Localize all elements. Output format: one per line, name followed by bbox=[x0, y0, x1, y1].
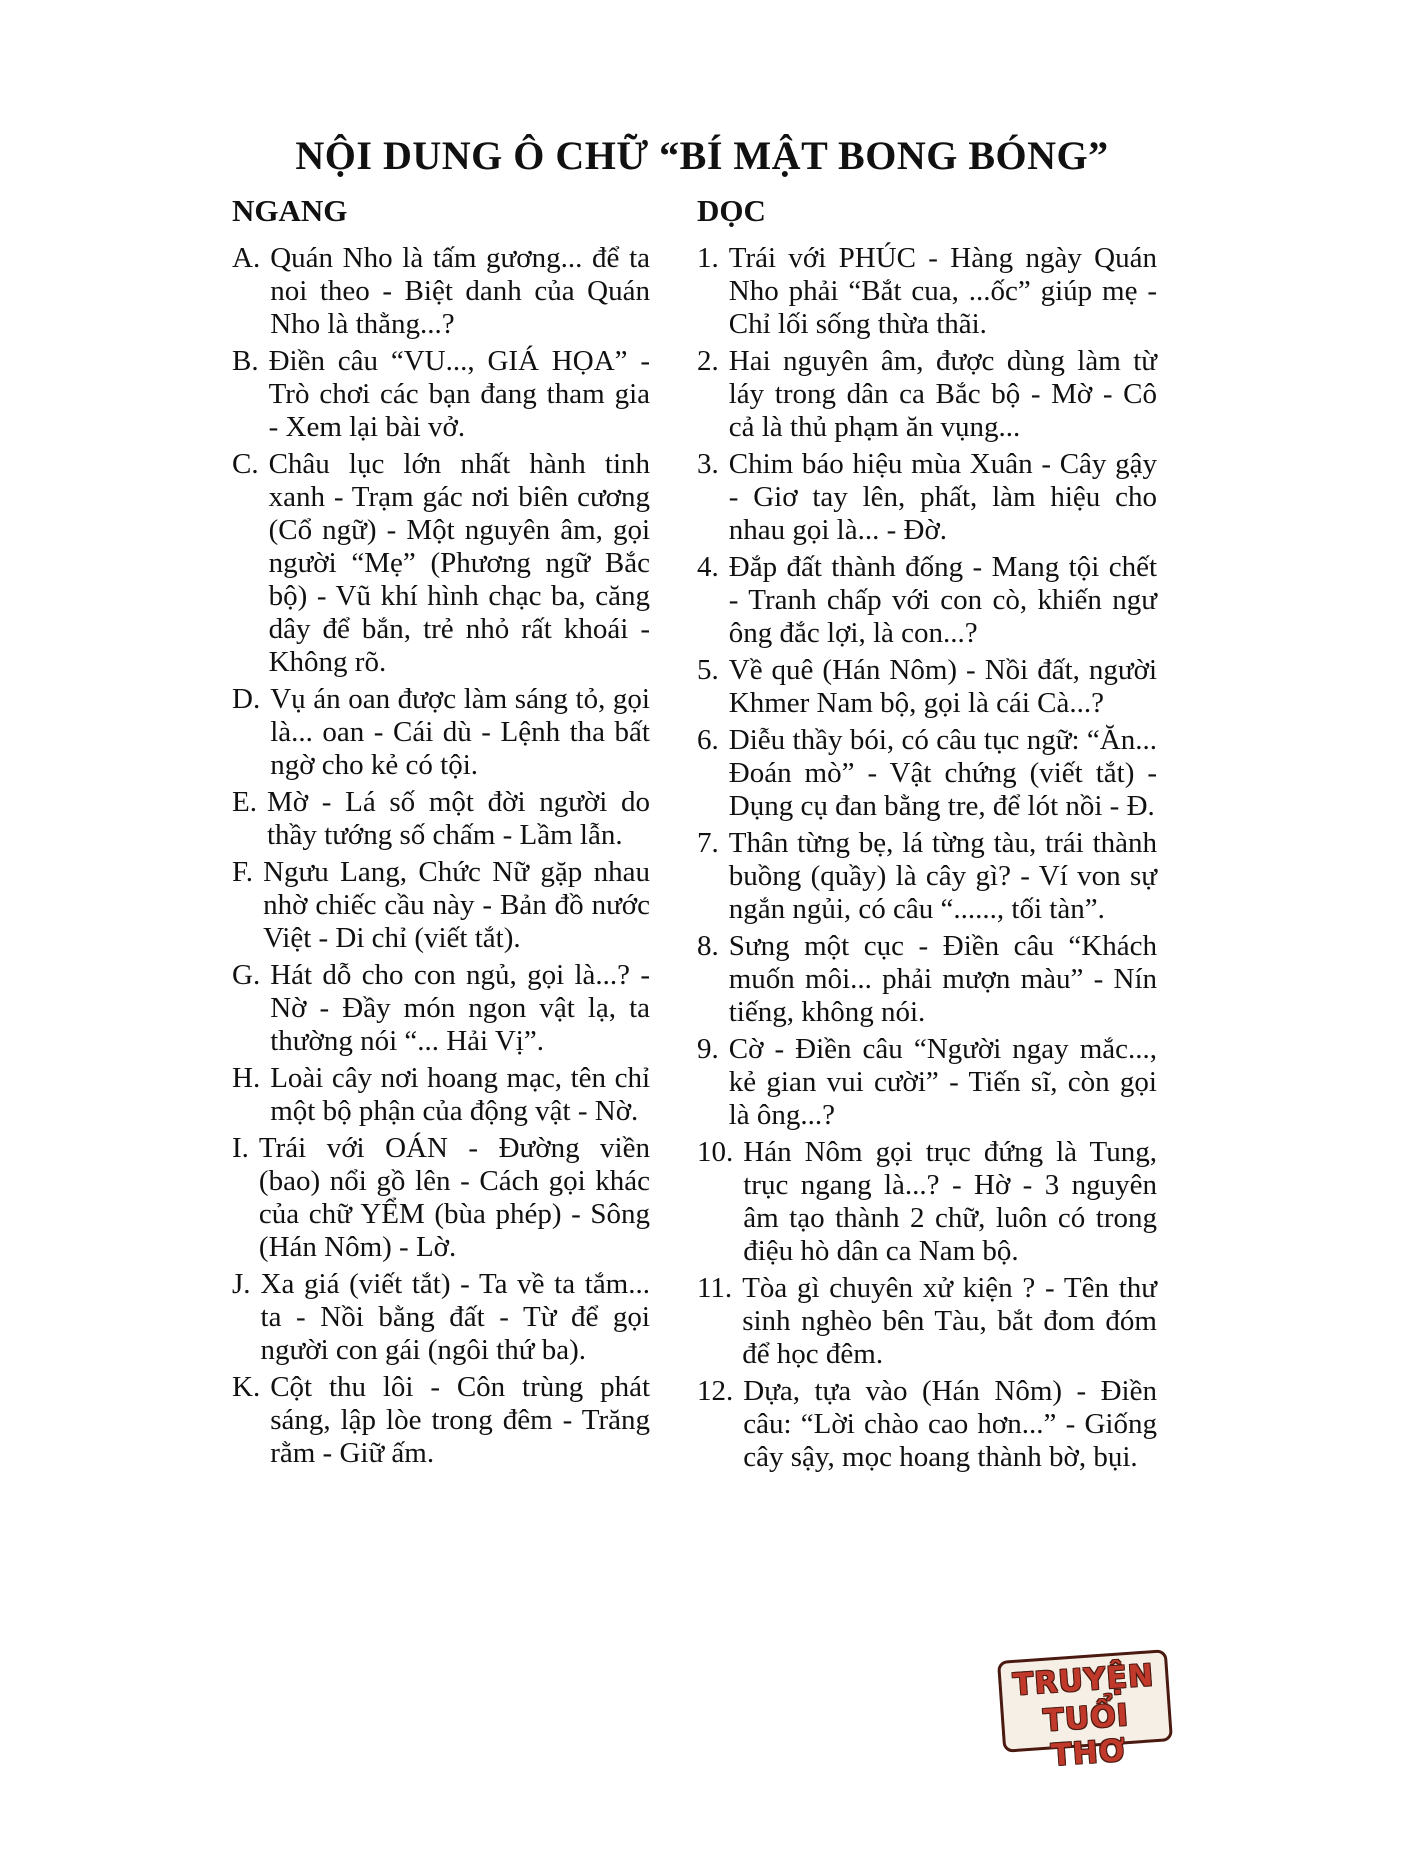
clue-label: 7. bbox=[697, 827, 719, 859]
down-clue bbox=[697, 345, 1157, 444]
clue-label: A. bbox=[232, 242, 261, 274]
clue-label: E. bbox=[232, 786, 257, 818]
clue-text: Điền câu “VU..., GIÁ HỌA” - Trò chơi các bạn đang tham gia - Xem lại bài vở. bbox=[268, 345, 650, 443]
down-clue bbox=[697, 724, 1157, 823]
clue-text: Cột thu lôi - Côn trùng phát sáng, lập lòe trong đêm - Trăng rằm - Giữ ấm. bbox=[270, 1371, 650, 1469]
clue-text: Diễu thầy bói, có câu tục ngữ: “Ăn... Đoán mò” - Vật chứng (viết tắt) - Dụng cụ đan bằng tre, để lót nồi - Đ. bbox=[728, 724, 1157, 822]
across-heading: NGANG bbox=[232, 193, 348, 228]
stamp-line-2: TUỔI THƠ bbox=[1042, 1698, 1131, 1774]
down-clue bbox=[697, 1033, 1157, 1132]
down-clue bbox=[697, 1375, 1157, 1474]
down-clue bbox=[697, 1136, 1157, 1268]
page-title: NỘI DUNG Ô CHỮ “BÍ MẬT BONG BÓNG” bbox=[295, 133, 1109, 178]
clue-text: Hán Nôm gọi trục đứng là Tung, trục ngang là...? - Hờ - 3 nguyên âm tạo thành 2 chữ, luôn có trong điệu hò dân ca Nam bộ. bbox=[743, 1136, 1157, 1267]
clue-label: D. bbox=[232, 683, 261, 715]
clue-text: Hát dỗ cho con ngủ, gọi là...? - Nờ - Đầy món ngon vật lạ, ta thường nói “... Hải Vị”. bbox=[270, 959, 650, 1057]
clue-label: F. bbox=[232, 856, 254, 888]
down-clue-list bbox=[697, 242, 1157, 1474]
clue-label: 11. bbox=[697, 1272, 733, 1304]
across-clue bbox=[232, 345, 650, 444]
across-clue bbox=[232, 242, 650, 341]
clue-text: Mờ - Lá số một đời người do thầy tướng số chấm - Lầm lẫn. bbox=[266, 786, 650, 851]
clue-text: Trái với PHÚC - Hàng ngày Quán Nho phải “Bắt cua, ...ốc” giúp mẹ - Chỉ lối sống thừa thãi. bbox=[728, 242, 1157, 340]
down-clue bbox=[697, 1272, 1157, 1371]
clue-label: 8. bbox=[697, 930, 719, 962]
across-clue bbox=[232, 959, 650, 1058]
stamp-line-1: TRUYỆN bbox=[1011, 1658, 1156, 1703]
across-clue bbox=[232, 1062, 650, 1128]
across-clue bbox=[232, 1371, 650, 1470]
across-clue bbox=[232, 856, 650, 955]
clue-label: 2. bbox=[697, 345, 719, 377]
clue-text: Chim báo hiệu mùa Xuân - Cây gậy - Giơ tay lên, phất, làm hiệu cho nhau gọi là... - Đờ. bbox=[728, 448, 1157, 546]
down-clue bbox=[697, 551, 1157, 650]
clue-text: Loài cây nơi hoang mạc, tên chỉ một bộ phận của động vật - Nờ. bbox=[270, 1062, 650, 1127]
clue-label: 3. bbox=[697, 448, 719, 480]
clue-label: 6. bbox=[697, 724, 719, 756]
clue-text: Tòa gì chuyên xử kiện ? - Tên thư sinh nghèo bên Tàu, bắt đom đóm để học đêm. bbox=[742, 1272, 1157, 1370]
down-column bbox=[697, 192, 1157, 1478]
down-clue bbox=[697, 827, 1157, 926]
down-heading: DỌC bbox=[697, 193, 766, 228]
clue-label: C. bbox=[232, 448, 259, 480]
clue-label: H. bbox=[232, 1062, 261, 1094]
clue-text: Về quê (Hán Nôm) - Nồi đất, người Khmer Nam bộ, gọi là cái Cà...? bbox=[728, 654, 1157, 719]
publisher-logo-stamp bbox=[997, 1649, 1173, 1774]
clue-label: B. bbox=[232, 345, 259, 377]
clue-text: Sưng một cục - Điền câu “Khách muốn môi... phải mượn màu” - Nín tiếng, không nói. bbox=[728, 930, 1157, 1028]
clue-text: Quán Nho là tấm gương... để ta noi theo - Biệt danh của Quán Nho là thằng...? bbox=[270, 242, 650, 340]
clue-text: Hai nguyên âm, được dùng làm từ láy trong dân ca Bắc bộ - Mờ - Cô cả là thủ phạm ăn vụng... bbox=[728, 345, 1157, 443]
clue-text: Ngưu Lang, Chức Nữ gặp nhau nhờ chiếc cầu này - Bản đồ nước Việt - Di chỉ (viết tắt). bbox=[263, 856, 650, 954]
clue-text: Cờ - Điền câu “Người ngay mắc..., kẻ gian vui cười” - Tiến sĩ, còn gọi là ông...? bbox=[728, 1033, 1157, 1131]
across-clue-list bbox=[232, 242, 650, 1470]
clue-text: Trái với OÁN - Đường viền (bao) nổi gồ lên - Cách gọi khác của chữ YỂM (bùa phép) - Sông (Hán Nôm) - Lờ. bbox=[258, 1132, 650, 1263]
across-clue bbox=[232, 448, 650, 679]
clue-text: Dựa, tựa vào (Hán Nôm) - Điền câu: “Lời chào cao hơn...” - Giống cây sậy, mọc hoang thành bờ, bụi. bbox=[743, 1375, 1157, 1473]
clue-label: 9. bbox=[697, 1033, 719, 1065]
clue-label: J. bbox=[232, 1268, 251, 1300]
clue-text: Vụ án oan được làm sáng tỏ, gọi là... oan - Cái dù - Lệnh tha bất ngờ cho kẻ có tội. bbox=[270, 683, 650, 781]
down-clue bbox=[697, 930, 1157, 1029]
across-clue bbox=[232, 786, 650, 852]
down-clue bbox=[697, 242, 1157, 341]
clue-label: 4. bbox=[697, 551, 719, 583]
clue-text: Châu lục lớn nhất hành tinh xanh - Trạm gác nơi biên cương (Cổ ngữ) - Một nguyên âm, gọi người “Mẹ” (Phương ngữ Bắc bộ) - Vũ khí hình chạc ba, căng dây để bắn, trẻ nhỏ rất khoái - Không rõ. bbox=[268, 448, 650, 678]
down-clue bbox=[697, 448, 1157, 547]
clue-label: I. bbox=[232, 1132, 249, 1164]
clue-label: 12. bbox=[697, 1375, 734, 1407]
clue-text: Xa giá (viết tắt) - Ta về ta tắm... ta - Nồi bằng đất - Từ để gọi người con gái (ngôi thứ ba). bbox=[260, 1268, 650, 1366]
clue-label: G. bbox=[232, 959, 261, 991]
across-clue bbox=[232, 1268, 650, 1367]
clue-label: 5. bbox=[697, 654, 719, 686]
clue-label: 10. bbox=[697, 1136, 734, 1168]
across-clue bbox=[232, 683, 650, 782]
clue-text: Đắp đất thành đống - Mang tội chết - Tranh chấp với con cò, khiến ngư ông đắc lợi, là con...? bbox=[728, 551, 1157, 649]
clue-label: 1. bbox=[697, 242, 719, 274]
across-clue bbox=[232, 1132, 650, 1264]
clue-text: Thân từng bẹ, lá từng tàu, trái thành buồng (quầy) là cây gì? - Ví von sự ngắn ngủi, có câu “......, tối tàn”. bbox=[728, 827, 1157, 925]
down-clue bbox=[697, 654, 1157, 720]
clue-label: K. bbox=[232, 1371, 261, 1403]
across-column bbox=[232, 192, 650, 1474]
